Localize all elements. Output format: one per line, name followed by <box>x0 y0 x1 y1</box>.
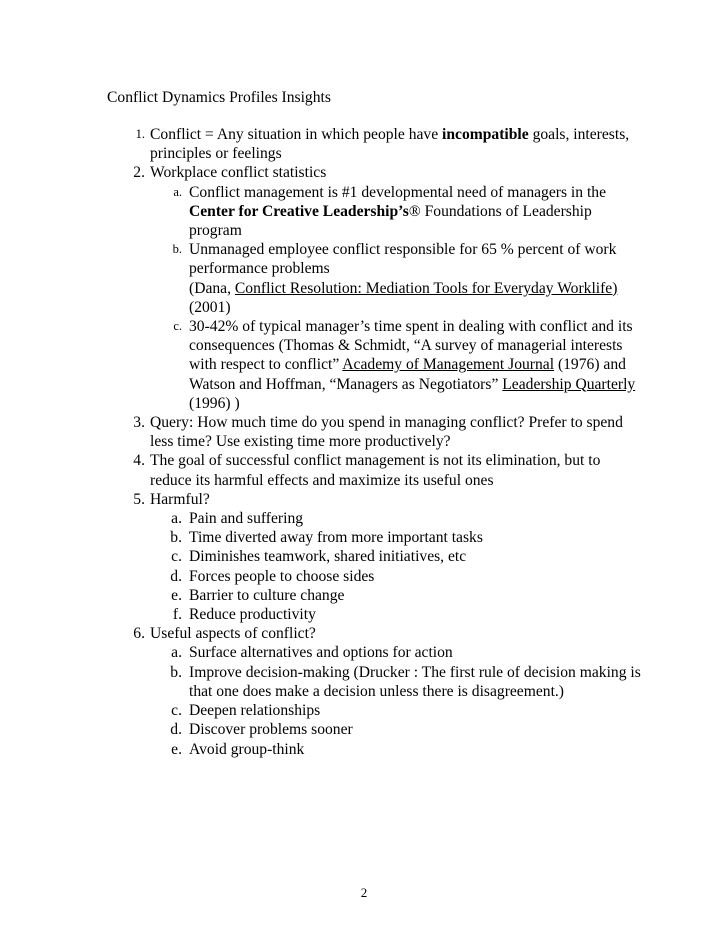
sub-item-letter: c. <box>173 319 182 334</box>
sub-item-letter: a. <box>171 644 182 662</box>
item-number: 1. <box>135 127 145 141</box>
sub-list-item <box>147 547 644 566</box>
sub-list <box>147 643 644 758</box>
page-number: 2 <box>360 885 368 900</box>
sub-item-letter: f. <box>172 606 182 624</box>
citation-title: Conflict Resolution: Mediation Tools for Everyday Worklife) <box>234 279 618 297</box>
sub-item-letter: b. <box>172 242 182 257</box>
bold-term: incompatible <box>442 126 529 143</box>
list-item <box>104 125 644 163</box>
item-number: 5. <box>133 490 145 508</box>
sub-list-item <box>147 663 644 701</box>
sub-item-letter: e. <box>171 586 182 604</box>
sub-list-item <box>147 740 644 759</box>
item-number: 3. <box>133 414 145 432</box>
sub-item-text: Pain and suffering <box>189 510 304 528</box>
citation-title: Academy of Management Journal <box>342 356 555 374</box>
sub-item-text: Improve decision-making (Drucker : The first rule of decision making is that one does make a decision unless there is disagreement.) <box>189 663 641 700</box>
sub-item-letter: a. <box>171 510 182 528</box>
list-item <box>104 490 644 624</box>
sub-item-letter: c. <box>171 702 182 720</box>
sub-list-item <box>147 509 644 528</box>
bold-term: Center for Creative Leadership’s <box>189 202 409 220</box>
item-number: 6. <box>133 625 145 643</box>
sub-item-text: Barrier to culture change <box>189 586 345 604</box>
sub-item-text: Diminishes teamwork, shared initiatives, etc <box>189 548 467 566</box>
list-item <box>104 451 644 489</box>
main-list <box>104 125 644 759</box>
sub-item-text: Surface alternatives and options for action <box>189 644 453 662</box>
sub-list <box>147 509 644 624</box>
list-item <box>104 163 644 413</box>
sub-list <box>147 183 644 413</box>
item-text: Query: How much time do you spend in managing conflict? Prefer to spend less time? Use existing time more productively? <box>150 414 623 451</box>
sub-list-item <box>147 586 644 605</box>
sub-item-letter: d. <box>170 721 182 739</box>
list-item <box>104 624 644 758</box>
sub-item-text: Avoid group-think <box>189 740 305 758</box>
sub-item-letter: a. <box>173 184 182 199</box>
sub-item-letter: e. <box>171 740 182 758</box>
sub-list-item <box>147 567 644 586</box>
item-text: Conflict = Any situation in which people have incompatible goals, interests, principles or feelings <box>150 126 630 163</box>
sub-list-item <box>147 317 644 413</box>
sub-item-letter: b. <box>170 529 182 547</box>
list-item <box>104 413 644 451</box>
sub-item-text: Forces people to choose sides <box>189 567 375 585</box>
item-text: The goal of successful conflict management is not its elimination, but to reduce its harmful effects and maximize its useful ones <box>150 452 601 489</box>
sub-list-item <box>147 643 644 662</box>
sub-item-text: Unmanaged employee conflict responsible for 65 % percent of work performance problems (Dana, Conflict Resolution: Mediation Tools for Everyday Worklife) (2001) <box>189 241 618 316</box>
item-text: Workplace conflict statistics <box>150 164 327 182</box>
sub-list-item <box>147 701 644 720</box>
sub-item-text: Conflict management is #1 developmental need of managers in the Center for Creative Leadership’s® Foundations of Leadership program <box>189 183 607 240</box>
sub-item-letter: b. <box>170 663 182 681</box>
sub-list-item <box>147 605 644 624</box>
sub-item-text: 30-42% of typical manager’s time spent in dealing with conflict and its consequences (Thomas & Schmidt, “A survey of managerial interests with respect to conflict” Academy of Management Journal (1976) and Watson and Hoffman, “Managers as Negotiators” Leadership Quarterly (1996) ) <box>189 318 636 412</box>
sub-item-text: Discover problems sooner <box>189 721 353 739</box>
citation-title: Leadership Quarterly <box>502 375 636 393</box>
sub-list-item <box>147 720 644 739</box>
sub-item-letter: d. <box>170 567 182 585</box>
sub-list-item <box>147 528 644 547</box>
sub-item-text: Time diverted away from more important tasks <box>189 529 483 547</box>
sub-item-text: Reduce productivity <box>189 606 316 624</box>
item-number: 4. <box>133 452 145 470</box>
sub-item-letter: c. <box>171 548 182 566</box>
sub-list-item <box>147 240 644 317</box>
sub-list-item <box>147 183 644 241</box>
document-title: Conflict Dynamics Profiles Insights <box>107 89 331 106</box>
item-text: Harmful? <box>150 490 210 508</box>
item-text: Useful aspects of conflict? <box>150 625 316 643</box>
sub-item-text: Deepen relationships <box>189 702 321 720</box>
item-number: 2. <box>133 164 145 182</box>
